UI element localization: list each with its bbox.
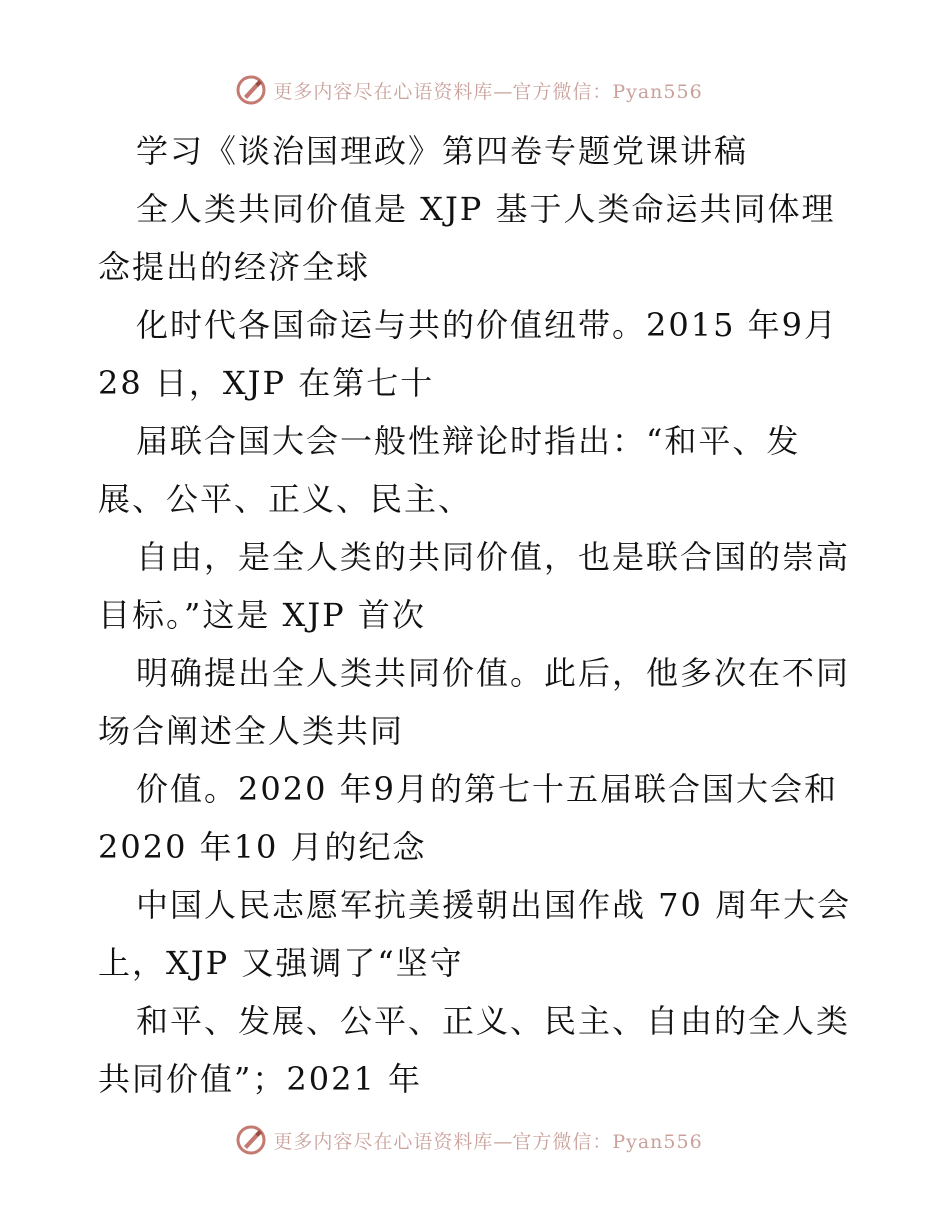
paragraph-line: 场合阐述全人类共同 (98, 712, 405, 750)
paragraph-line: 上，XJP 又强调了“坚守 (98, 944, 464, 982)
watermark-text: 更多内容尽在心语资料库—官方微信：Pyan556 (273, 80, 703, 103)
paragraph-line: 28 日，XJP 在第七十 (98, 364, 435, 402)
watermark-banner-bottom (0, 1120, 950, 1160)
paragraph-line: 2020 年10 月的纪念 (98, 828, 427, 866)
watermark-text: 更多内容尽在心语资料库—官方微信：Pyan556 (273, 1130, 703, 1153)
paragraph-line: 共同价值”；2021 年 (98, 1060, 422, 1098)
paragraph-line: 全人类共同价值是 XJP 基于人类命运共同体理 (136, 190, 836, 228)
paragraph-line: 价值。2020 年9月的第七十五届联合国大会和 (136, 770, 838, 808)
document-title: 学习《谈治国理政》第四卷专题党课讲稿 (136, 132, 749, 170)
watermark-banner-top (0, 70, 950, 110)
paragraph-line: 展、公平、正义、民主、 (98, 480, 473, 518)
paragraph-line: 念提出的经济全球 (98, 248, 371, 286)
pen-logo-icon (235, 74, 267, 106)
paragraph-line: 中国人民志愿军抗美援朝出国作战 70 周年大会 (136, 886, 852, 924)
paragraph-line: 化时代各国命运与共的价值纽带。2015 年9月 (136, 306, 838, 344)
paragraph-line: 届联合国大会一般性辩论时指出：“和平、发 (136, 422, 801, 460)
paragraph-line: 明确提出全人类共同价值。此后，他多次在不同 (136, 654, 851, 692)
document-body (98, 122, 888, 1108)
paragraph-line: 自由，是全人类的共同价值，也是联合国的崇高 (136, 538, 851, 576)
paragraph-line: 和平、发展、公平、正义、民主、自由的全人类 (136, 1002, 851, 1040)
paragraph-line: 目标。”这是 XJP 首次 (98, 596, 426, 634)
pen-logo-icon (235, 1124, 267, 1156)
